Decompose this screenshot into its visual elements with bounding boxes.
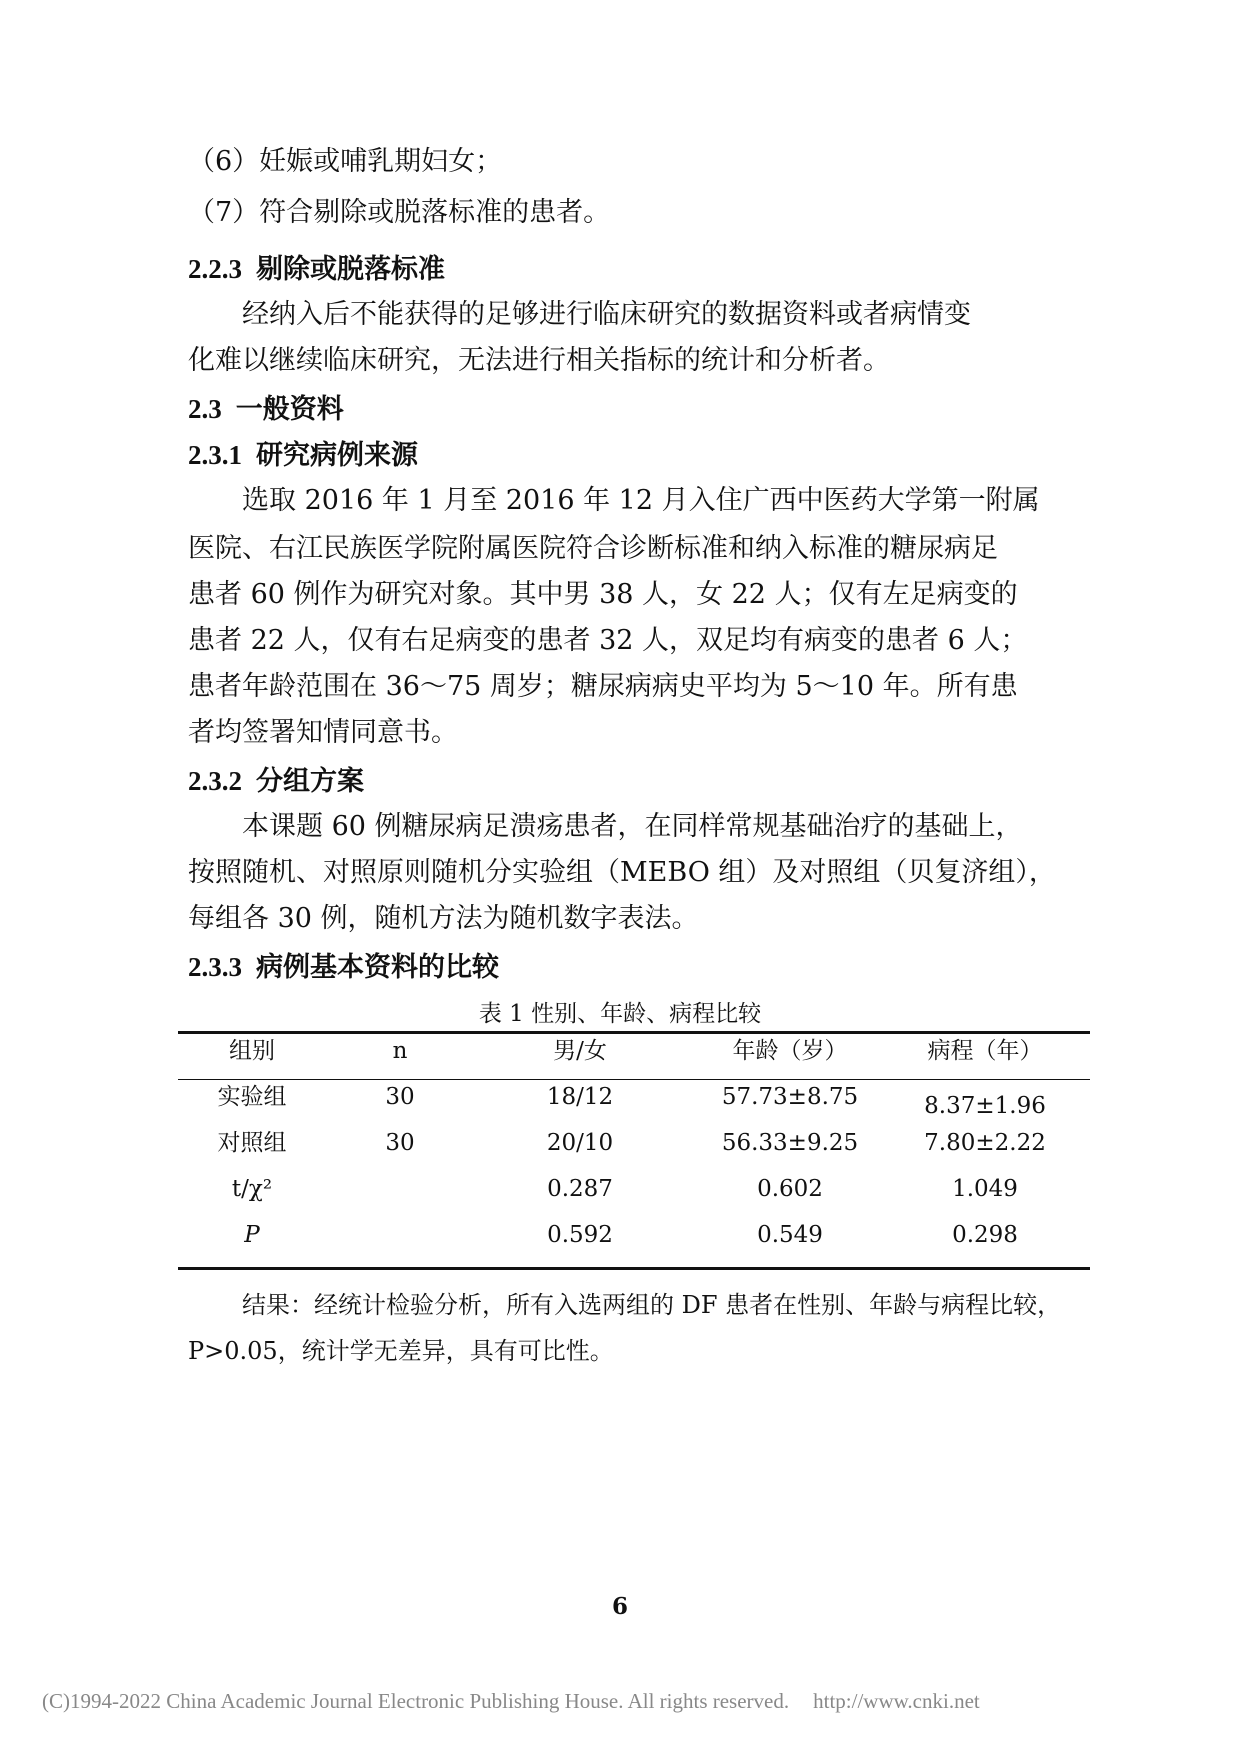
section-number: 2.3.2 <box>188 766 242 796</box>
section-heading-2-3 <box>188 392 344 427</box>
table-cell: 0.549 <box>757 1222 823 1248</box>
table-header-cell: 年龄（岁） <box>732 1038 848 1064</box>
table-header-cell: 男/女 <box>553 1038 607 1064</box>
table-caption: 表 1 性别、年龄、病程比较 <box>478 1001 762 1027</box>
table-cell: 0.287 <box>547 1176 613 1202</box>
paragraph-line: 医院、右江民族医学院附属医院符合诊断标准和纳入标准的糖尿病足 <box>188 533 998 564</box>
table-cell: 对照组 <box>217 1130 287 1156</box>
result-line-2: P>0.05，统计学无差异，具有可比性。 <box>188 1337 614 1365</box>
section-heading-2-2-3 <box>188 252 445 287</box>
list-item-6: （6）妊娠或哺乳期妇女； <box>188 146 503 177</box>
table-top-rule <box>178 1031 1090 1034</box>
section-title: 剔除或脱落标准 <box>256 254 445 285</box>
section-heading-2-3-2 <box>188 764 364 799</box>
table-cell: 30 <box>385 1084 415 1110</box>
page-number: 6 <box>611 1593 628 1620</box>
section-title: 分组方案 <box>256 766 364 797</box>
table-cell: 20/10 <box>546 1130 614 1156</box>
section-title: 研究病例来源 <box>256 440 418 471</box>
table-cell: 56.33±9.25 <box>721 1130 859 1156</box>
table-header-cell: 病程（年） <box>927 1038 1043 1064</box>
table-cell: 30 <box>385 1130 415 1156</box>
paragraph-line: 每组各 30 例，随机方法为随机数字表法。 <box>188 903 699 934</box>
copyright-footer <box>42 1687 980 1715</box>
paragraph-line: 患者 60 例作为研究对象。其中男 38 人，女 22 人；仅有左足病变的 <box>188 579 1018 610</box>
section-number: 2.3.3 <box>188 952 242 982</box>
table-cell: 0.592 <box>547 1222 613 1248</box>
table-header-rule <box>178 1079 1090 1080</box>
table-cell: 8.37±1.96 <box>924 1093 1046 1119</box>
section-title: 病例基本资料的比较 <box>256 952 499 983</box>
table-cell: t/χ² <box>231 1176 273 1202</box>
table-cell: 1.049 <box>952 1176 1018 1202</box>
result-line-1: 结果：经统计检验分析，所有入选两组的 DF 患者在性别、年龄与病程比较， <box>242 1291 1062 1319</box>
paragraph-line: 患者 22 人，仅有右足病变的患者 32 人，双足均有病变的患者 6 人； <box>188 625 1028 656</box>
paragraph-line: 经纳入后不能获得的足够进行临床研究的数据资料或者病情变 <box>242 299 971 330</box>
table-cell: 实验组 <box>217 1084 287 1110</box>
copyright-text: (C)1994-2022 China Academic Journal Electronic Publishing House. All rights reserved. <box>42 1689 790 1713</box>
section-heading-2-3-1 <box>188 438 418 473</box>
table-cell: P <box>244 1222 260 1248</box>
paragraph-line: 患者年龄范围在 36～75 周岁；糖尿病病史平均为 5～10 年。所有患 <box>188 671 1018 702</box>
section-number: 2.3.1 <box>188 440 242 470</box>
list-item-7: （7）符合剔除或脱落标准的患者。 <box>188 197 611 228</box>
footer-url: http://www.cnki.net <box>813 1689 980 1713</box>
section-number: 2.2.3 <box>188 254 242 284</box>
table-cell: 57.73±8.75 <box>721 1084 859 1110</box>
table-cell: 18/12 <box>546 1084 614 1110</box>
paragraph-line: 选取 2016 年 1 月至 2016 年 12 月入住广西中医药大学第一附属 <box>242 485 1040 516</box>
paragraph-line: 按照随机、对照原则随机分实验组（MEBO 组）及对照组（贝复济组）， <box>188 857 1056 888</box>
table-cell: 7.80±2.22 <box>924 1130 1046 1156</box>
table-header-cell: n <box>392 1038 408 1064</box>
paragraph-line: 本课题 60 例糖尿病足溃疡患者，在同样常规基础治疗的基础上， <box>242 811 1023 842</box>
table-header-cell: 组别 <box>229 1038 275 1064</box>
paragraph-line: 者均签署知情同意书。 <box>188 717 458 748</box>
section-heading-2-3-3 <box>188 950 499 985</box>
section-number: 2.3 <box>188 394 222 424</box>
paragraph-line: 化难以继续临床研究，无法进行相关指标的统计和分析者。 <box>188 345 890 376</box>
table-cell: 0.602 <box>757 1176 823 1202</box>
section-title: 一般资料 <box>235 394 344 425</box>
table-cell: 0.298 <box>952 1222 1018 1248</box>
table-bottom-rule <box>178 1267 1090 1270</box>
